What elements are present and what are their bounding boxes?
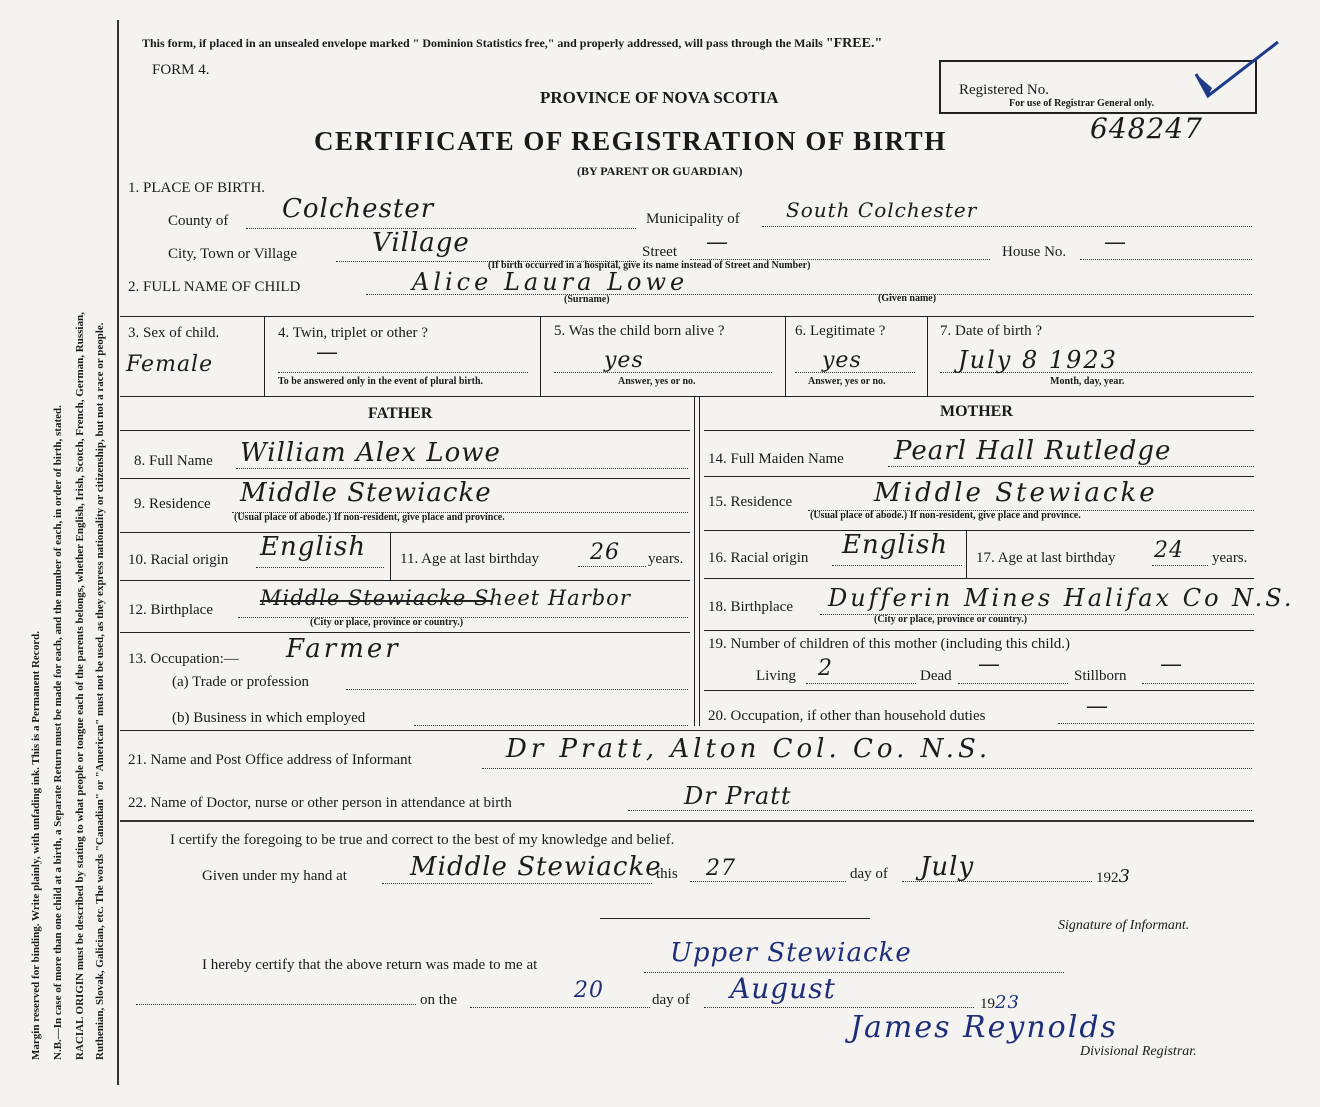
mother-age-value: 24 bbox=[1154, 538, 1184, 563]
father-birthplace-value: Middle Stewiacke Sheet Harbor bbox=[260, 586, 631, 610]
informant-year: 1923 bbox=[1096, 866, 1131, 887]
father-race-label: 10. Racial origin bbox=[128, 552, 229, 568]
registered-no-label: Registered No. bbox=[959, 82, 1049, 98]
father-age-label: 11. Age at last birthday bbox=[400, 551, 539, 567]
given-name-note: (Given name) bbox=[878, 293, 937, 304]
trade-label: (a) Trade or profession bbox=[172, 674, 310, 690]
margin-note-racial-cont: Ruthenian, Slovak, Galician, etc. The words "Canadian" or "American" must not be used, as they express nationality or citizenship, but not a race or people. bbox=[94, 322, 106, 1060]
living-value: 2 bbox=[818, 656, 833, 681]
dead-value: — bbox=[978, 652, 1001, 677]
dead-label: Dead bbox=[920, 668, 952, 684]
child-name-value: Alice Laura Lowe bbox=[412, 268, 689, 296]
mother-name-value: Pearl Hall Rutledge bbox=[894, 436, 1172, 466]
mother-birthplace-label: 18. Birthplace bbox=[708, 599, 793, 615]
informant-signature-label: Signature of Informant. bbox=[1058, 918, 1190, 933]
house-label: House No. bbox=[1002, 244, 1067, 260]
informant-label: 21. Name and Post Office address of Informant bbox=[128, 752, 412, 768]
father-residence-label: 9. Residence bbox=[134, 496, 211, 512]
street-value: — bbox=[706, 230, 729, 255]
registered-number: 648247 bbox=[1090, 112, 1203, 145]
province-title: PROVINCE OF NOVA SCOTIA bbox=[540, 88, 779, 107]
margin-rule bbox=[117, 20, 119, 1085]
child-name-label: 2. FULL NAME OF CHILD bbox=[128, 279, 301, 295]
father-occupation-label: 13. Occupation:— bbox=[128, 651, 239, 667]
alive-label: 5. Was the child born alive ? bbox=[554, 323, 725, 339]
mother-race-label: 16. Racial origin bbox=[708, 550, 809, 566]
dob-note: Month, day, year. bbox=[1050, 376, 1125, 387]
father-age-value: 26 bbox=[590, 540, 620, 565]
father-name-label: 8. Full Name bbox=[134, 453, 213, 469]
father-birthplace-label: 12. Birthplace bbox=[128, 602, 213, 618]
certify-text: I certify the foregoing to be true and correct to the best of my knowledge and belief. bbox=[170, 832, 675, 848]
registrar-place-value: Upper Stewiacke bbox=[670, 938, 912, 968]
house-value: — bbox=[1104, 230, 1127, 255]
doctor-label: 22. Name of Doctor, nurse or other person in attendance at birth bbox=[128, 795, 512, 811]
legitimate-note: Answer, yes or no. bbox=[808, 376, 886, 387]
city-label: City, Town or Village bbox=[168, 246, 298, 262]
father-birthplace-note: (City or place, province or country.) bbox=[310, 617, 464, 628]
city-value: Village bbox=[372, 228, 470, 258]
registrar-month-value: August bbox=[730, 972, 836, 1005]
mother-birthplace-value: Dufferin Mines Halifax Co N.S. bbox=[828, 584, 1295, 612]
father-residence-value: Middle Stewiacke bbox=[240, 478, 492, 508]
county-value: Colchester bbox=[282, 194, 435, 224]
form-number: FORM 4. bbox=[152, 62, 210, 78]
certificate-subtitle: (BY PARENT OR GUARDIAN) bbox=[577, 164, 743, 178]
mother-age-years: years. bbox=[1212, 550, 1248, 566]
legitimate-label: 6. Legitimate ? bbox=[795, 323, 886, 339]
this-label: this bbox=[656, 866, 678, 882]
informant-value: Dr Pratt, Alton Col. Co. N.S. bbox=[506, 734, 992, 764]
mother-residence-label: 15. Residence bbox=[708, 494, 793, 510]
registrar-year: 1923 bbox=[980, 992, 1020, 1013]
registrar-day-of-label: day of bbox=[652, 992, 690, 1008]
surname-note: (Surname) bbox=[564, 294, 610, 305]
sex-value: Female bbox=[126, 352, 214, 377]
mother-residence-note: (Usual place of abode.) If non-resident, give place and province. bbox=[810, 510, 1081, 521]
margin-note-binding: Margin reserved for binding. Write plainly, with unfading ink. This is a Permanent Record. bbox=[30, 631, 42, 1060]
stillborn-value: — bbox=[1160, 652, 1183, 677]
margin-note-nb: N.B.—In case of more than one child at a birth, a Separate Return must be made for each, and the number of each, in order of birth, stated. bbox=[52, 405, 64, 1060]
living-label: Living bbox=[756, 668, 796, 684]
place-of-birth-label: 1. PLACE OF BIRTH. bbox=[128, 180, 266, 196]
margin-note-racial: RACIAL ORIGIN must be described by stating to what people or tongue each of the parents belongs, whether English, Irish, Scotch, French, German, Russian, bbox=[74, 312, 86, 1060]
registrar-note: For use of Registrar General only. bbox=[1009, 98, 1155, 109]
registrar-certify-text: I hereby certify that the above return was made to me at bbox=[202, 957, 538, 973]
given-at-value: Middle Stewiacke bbox=[410, 852, 662, 882]
alive-note: Answer, yes or no. bbox=[618, 376, 696, 387]
informant-day-of-label: day of bbox=[850, 866, 888, 882]
certificate-title: CERTIFICATE OF REGISTRATION OF BIRTH bbox=[314, 126, 947, 156]
stillborn-label: Stillborn bbox=[1074, 668, 1127, 684]
father-age-years: years. bbox=[648, 551, 684, 567]
mail-notice: This form, if placed in an unsealed envelope marked " Dominion Statistics free," and properly addressed, will pass through the Mails "FREE." bbox=[142, 36, 883, 51]
mother-race-value: English bbox=[842, 530, 949, 560]
dob-value: July 8 1923 bbox=[958, 346, 1118, 374]
registrar-day-value: 20 bbox=[574, 978, 604, 1003]
mother-heading: MOTHER bbox=[940, 403, 1013, 420]
alive-value: yes bbox=[604, 348, 644, 373]
street-label: Street bbox=[642, 244, 677, 260]
county-label: County of bbox=[168, 213, 229, 229]
father-name-value: William Alex Lowe bbox=[240, 438, 501, 468]
registrar-signature: James Reynolds bbox=[850, 1010, 1118, 1045]
father-occupation-value: Farmer bbox=[286, 634, 401, 664]
mother-occupation-label: 20. Occupation, if other than household duties bbox=[708, 708, 986, 724]
mother-birthplace-note: (City or place, province or country.) bbox=[874, 614, 1028, 625]
divisional-registrar-label: Divisional Registrar. bbox=[1080, 1044, 1197, 1059]
twin-note: To be answered only in the event of plural birth. bbox=[278, 376, 484, 387]
mother-occupation-value: — bbox=[1086, 694, 1109, 719]
father-heading: FATHER bbox=[368, 405, 433, 422]
dob-label: 7. Date of birth ? bbox=[940, 323, 1043, 339]
father-residence-note: (Usual place of abode.) If non-resident, give place and province. bbox=[234, 512, 505, 523]
father-race-value: English bbox=[260, 532, 367, 562]
twin-label: 4. Twin, triplet or other ? bbox=[278, 325, 428, 341]
municipality-value: South Colchester bbox=[786, 198, 978, 222]
twin-value: — bbox=[316, 340, 339, 365]
mother-residence-value: Middle Stewiacke bbox=[874, 478, 1158, 508]
doctor-value: Dr Pratt bbox=[684, 782, 792, 810]
informant-day-value: 27 bbox=[706, 856, 736, 881]
given-under-label: Given under my hand at bbox=[202, 868, 347, 884]
informant-month-value: July bbox=[920, 852, 975, 882]
children-count-label: 19. Number of children of this mother (including this child.) bbox=[708, 636, 1071, 652]
mother-name-label: 14. Full Maiden Name bbox=[708, 451, 844, 467]
checkmark-icon bbox=[1192, 36, 1292, 116]
sex-label: 3. Sex of child. bbox=[128, 325, 220, 341]
business-label: (b) Business in which employed bbox=[172, 710, 366, 726]
registrar-on-the-label: on the bbox=[420, 992, 458, 1008]
hospital-note: (If birth occurred in a hospital, give its name instead of Street and Number) bbox=[488, 260, 811, 271]
mother-age-label: 17. Age at last birthday bbox=[976, 550, 1116, 566]
legitimate-value: yes bbox=[822, 348, 862, 373]
municipality-label: Municipality of bbox=[646, 211, 740, 227]
